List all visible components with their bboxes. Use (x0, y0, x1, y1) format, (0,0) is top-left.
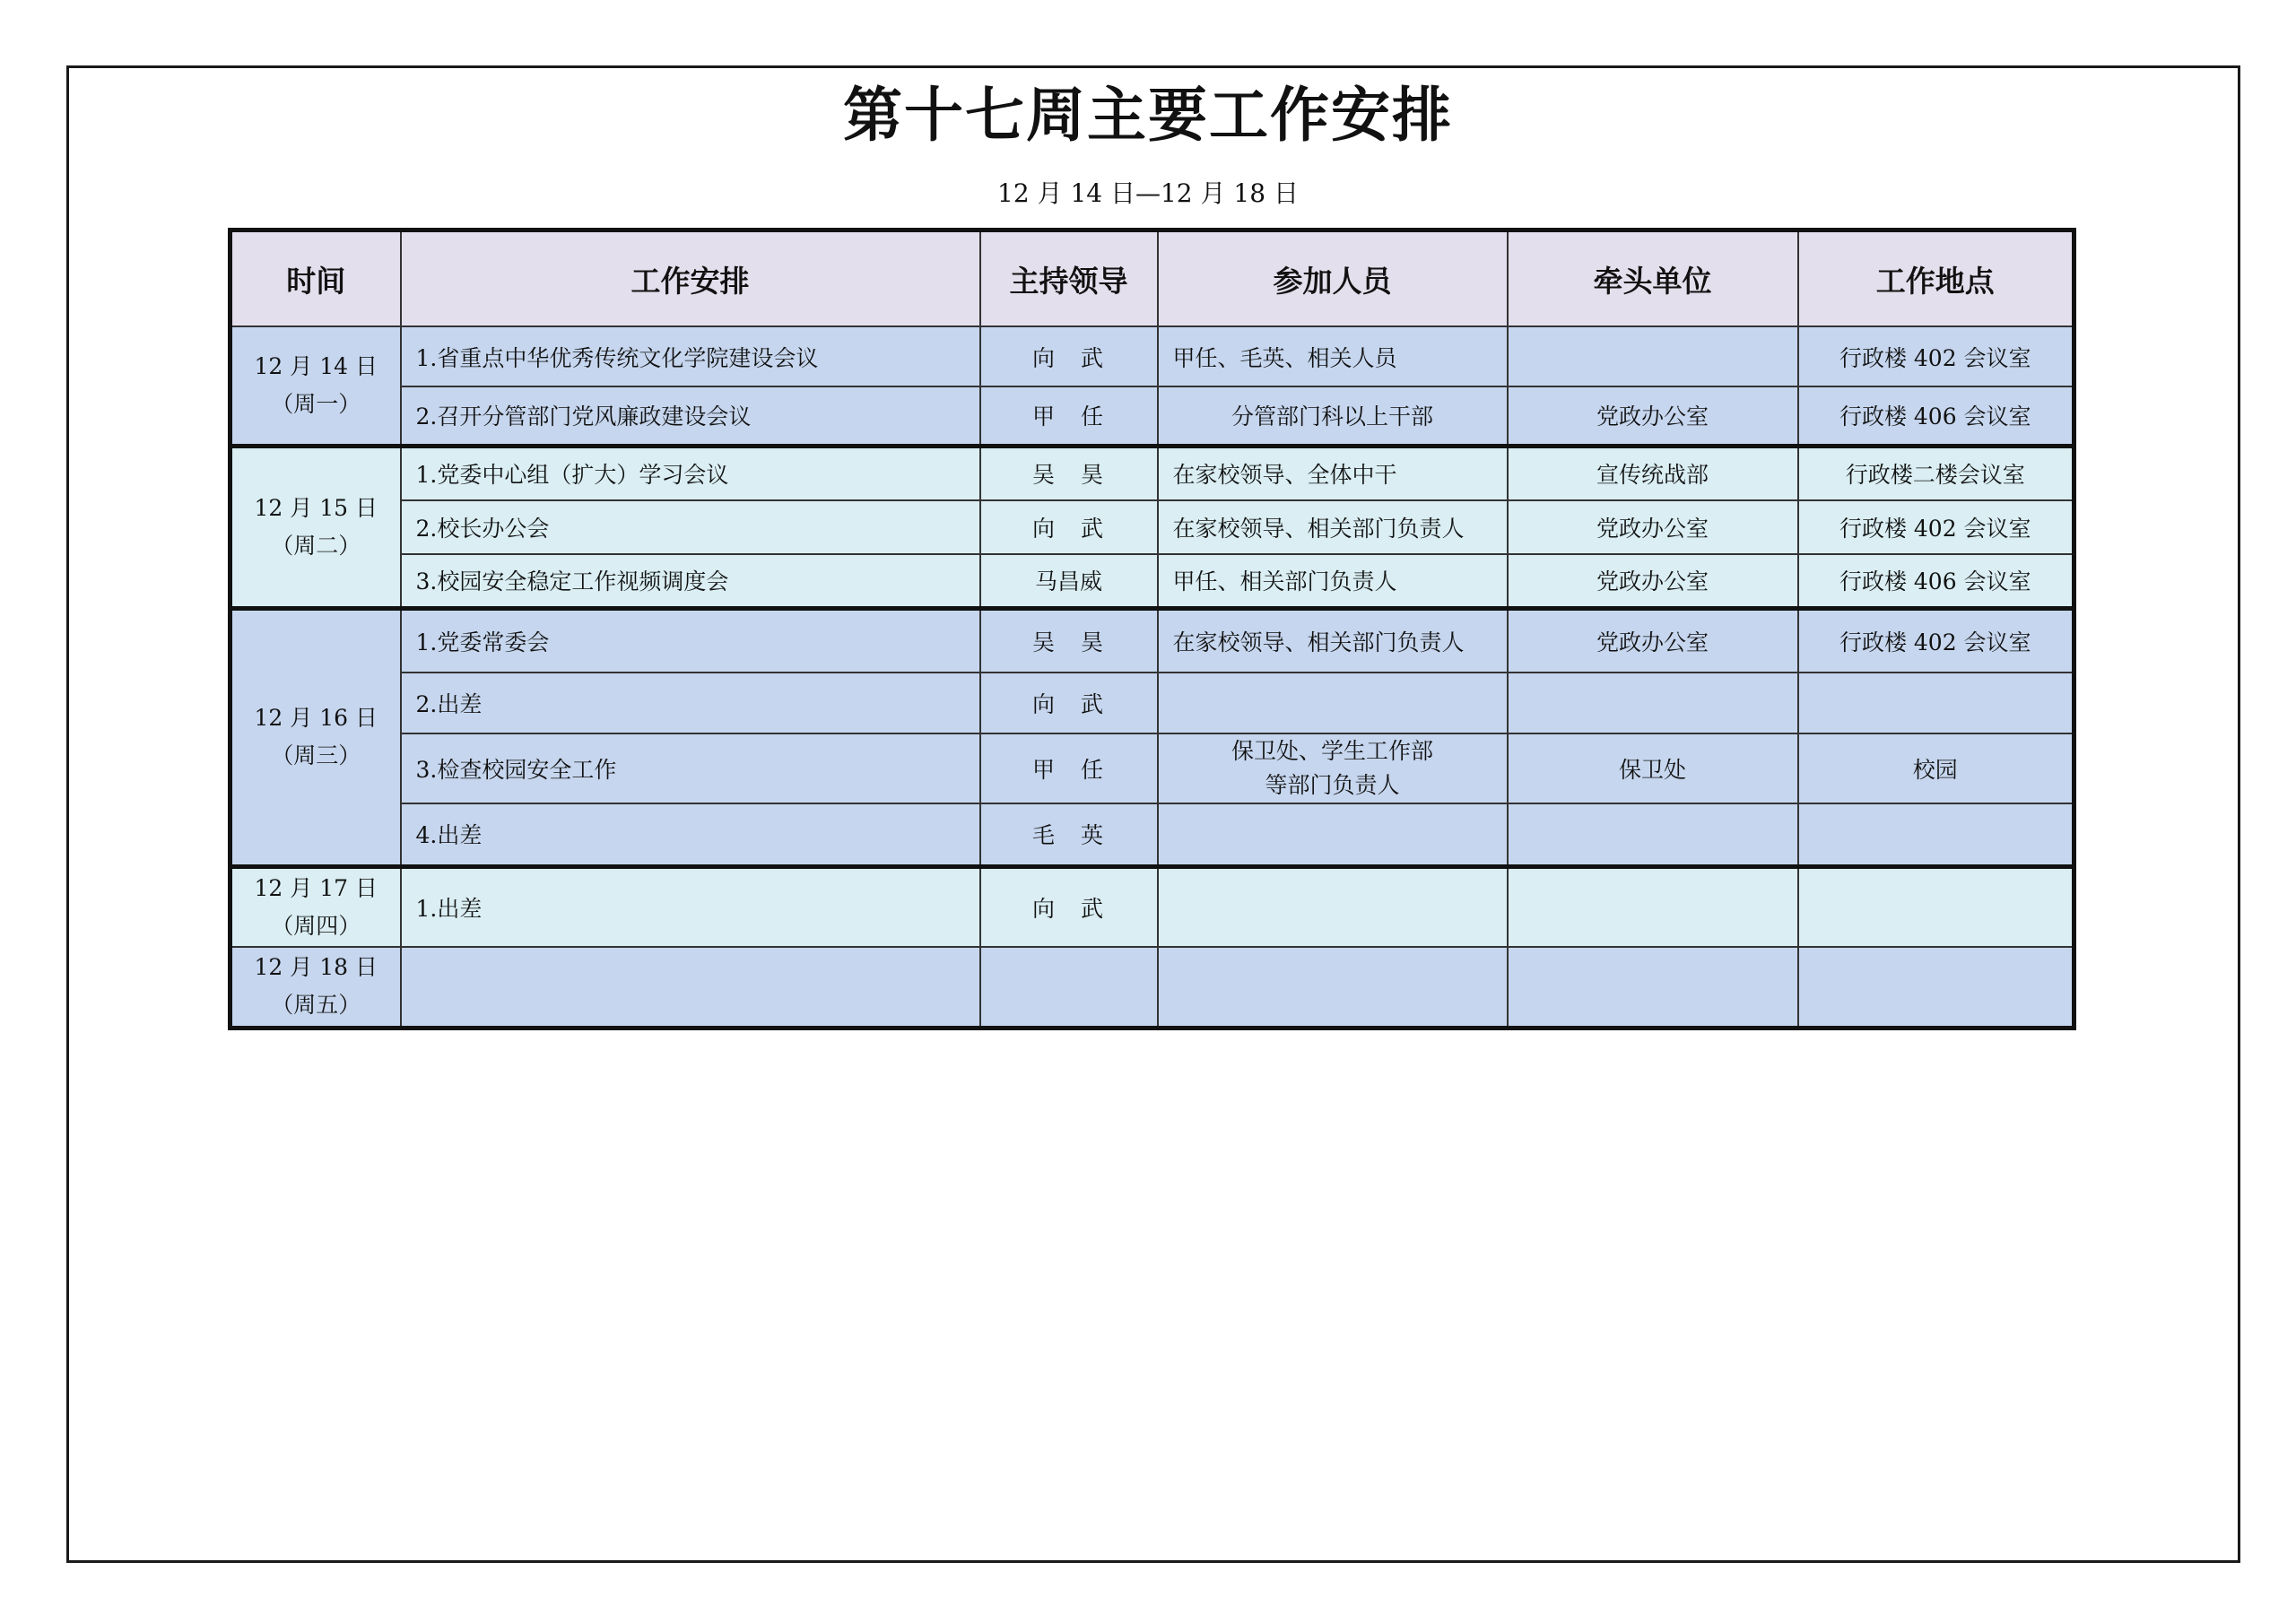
unit-cell: 保卫处 (1508, 733, 1798, 803)
table-row (230, 947, 2074, 1028)
task-cell: 3.检查校园安全工作 (401, 733, 980, 803)
leader-cell: 向 武 (980, 326, 1158, 386)
attendees-cell: 在家校领导、相关部门负责人 (1158, 608, 1508, 673)
unit-cell: 党政办公室 (1508, 554, 1798, 608)
task-cell: 1.省重点中华优秀传统文化学院建设会议 (401, 326, 980, 386)
attendees-cell: 在家校领导、相关部门负责人 (1158, 500, 1508, 554)
unit-cell (1508, 947, 1798, 1028)
table-row (230, 446, 2074, 500)
page-title: 第十七周主要工作安排 (843, 80, 1453, 150)
location-cell: 行政楼 406 会议室 (1798, 554, 2074, 608)
task-cell: 1.出差 (401, 866, 980, 947)
attendees-cell (1158, 947, 1508, 1028)
date-label: 12 月 18 日 (254, 954, 378, 981)
attendees-line: 保卫处、学生工作部 (1231, 738, 1433, 764)
header-row (230, 230, 2074, 327)
attendees-cell: 甲任、相关部门负责人 (1158, 554, 1508, 608)
date-cell (230, 608, 401, 866)
date-label: 12 月 17 日 (254, 874, 378, 901)
table-row (230, 733, 2074, 803)
location-cell (1798, 947, 2074, 1028)
unit-cell: 党政办公室 (1508, 500, 1798, 554)
weekday-label: （周五） (271, 992, 361, 1019)
location-cell: 行政楼二楼会议室 (1798, 446, 2074, 500)
unit-cell (1508, 673, 1798, 733)
location-cell: 行政楼 406 会议室 (1798, 386, 2074, 446)
table-row (230, 803, 2074, 866)
table-row (230, 500, 2074, 554)
table-row (230, 608, 2074, 673)
unit-cell (1508, 866, 1798, 947)
date-label: 12 月 15 日 (254, 494, 378, 521)
schedule-table (228, 228, 2076, 1030)
location-cell: 行政楼 402 会议室 (1798, 500, 2074, 554)
date-label: 12 月 16 日 (254, 705, 378, 731)
attendees-cell: 在家校领导、全体中干 (1158, 446, 1508, 500)
unit-cell: 党政办公室 (1508, 608, 1798, 673)
task-cell: 4.出差 (401, 803, 980, 866)
weekday-label: （周三） (271, 742, 361, 768)
leader-cell: 向 武 (980, 866, 1158, 947)
attendees-cell (1158, 803, 1508, 866)
leader-cell: 毛 英 (980, 803, 1158, 866)
leader-cell: 吴 昊 (980, 446, 1158, 500)
weekday-label: （周二） (271, 532, 361, 559)
location-cell (1798, 866, 2074, 947)
table-row (230, 554, 2074, 608)
date-cell (230, 866, 401, 947)
leader-cell: 马昌威 (980, 554, 1158, 608)
unit-cell (1508, 326, 1798, 386)
task-cell: 1.党委常委会 (401, 608, 980, 673)
header-location: 工作地点 (1798, 230, 2074, 327)
header-time: 时间 (230, 230, 401, 327)
leader-cell (980, 947, 1158, 1028)
attendees-cell: 甲任、毛英、相关人员 (1158, 326, 1508, 386)
attendees-cell (1158, 733, 1508, 803)
unit-cell: 宣传统战部 (1508, 446, 1798, 500)
header-unit: 牵头单位 (1508, 230, 1798, 327)
unit-cell (1508, 803, 1798, 866)
date-cell (230, 326, 401, 446)
date-label: 12 月 14 日 (254, 352, 378, 379)
header-task: 工作安排 (401, 230, 980, 327)
unit-cell: 党政办公室 (1508, 386, 1798, 446)
location-cell: 校园 (1798, 733, 2074, 803)
attendees-cell: 分管部门科以上干部 (1158, 386, 1508, 446)
table-row (230, 673, 2074, 733)
location-cell (1798, 673, 2074, 733)
table-row (230, 866, 2074, 947)
attendees-line: 等部门负责人 (1265, 772, 1400, 798)
task-cell: 2.出差 (401, 673, 980, 733)
task-cell: 1.党委中心组（扩大）学习会议 (401, 446, 980, 500)
table-row (230, 386, 2074, 446)
leader-cell: 甲 任 (980, 733, 1158, 803)
date-range: 12 月 14 日—12 月 18 日 (997, 178, 1299, 208)
header-attendees: 参加人员 (1158, 230, 1508, 327)
location-cell: 行政楼 402 会议室 (1798, 326, 2074, 386)
task-cell: 2.召开分管部门党风廉政建设会议 (401, 386, 980, 446)
attendees-cell (1158, 673, 1508, 733)
location-cell: 行政楼 402 会议室 (1798, 608, 2074, 673)
weekday-label: （周一） (271, 390, 361, 417)
leader-cell: 吴 昊 (980, 608, 1158, 673)
task-cell (401, 947, 980, 1028)
date-cell (230, 947, 401, 1028)
leader-cell: 甲 任 (980, 386, 1158, 446)
weekday-label: （周四） (271, 912, 361, 939)
attendees-cell (1158, 866, 1508, 947)
table-row (230, 326, 2074, 386)
header-leader: 主持领导 (980, 230, 1158, 327)
date-cell (230, 446, 401, 608)
task-cell: 2.校长办公会 (401, 500, 980, 554)
location-cell (1798, 803, 2074, 866)
leader-cell: 向 武 (980, 500, 1158, 554)
leader-cell: 向 武 (980, 673, 1158, 733)
task-cell: 3.校园安全稳定工作视频调度会 (401, 554, 980, 608)
